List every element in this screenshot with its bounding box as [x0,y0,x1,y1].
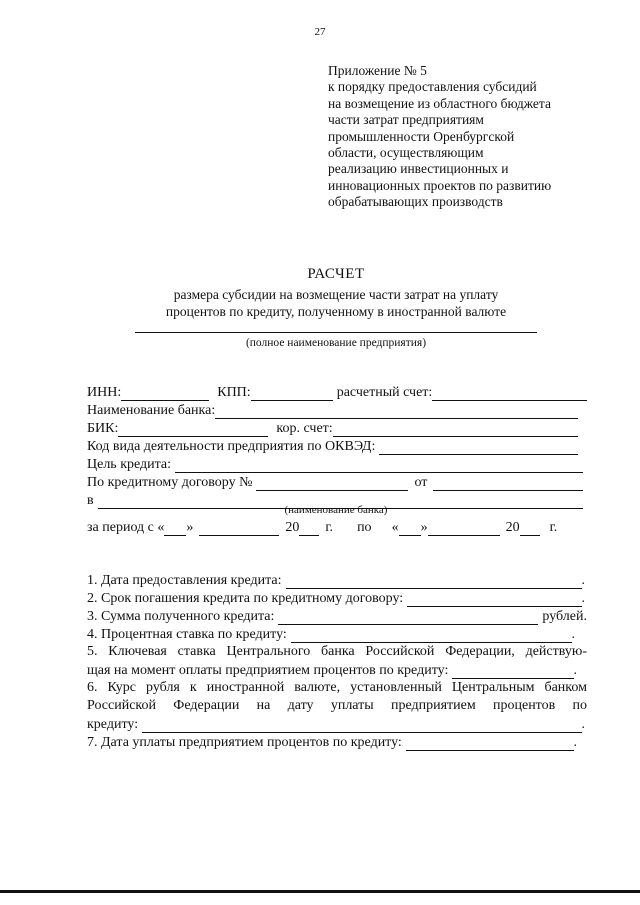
period-start-month-field[interactable] [199,523,279,536]
kpp-field[interactable] [251,388,333,401]
item-6-line-3: кредиту: [87,717,139,732]
okved-row [87,438,587,455]
purpose-row [87,456,587,473]
bank-in-label: в [87,493,94,508]
appendix-line: обрабатывающих производств [328,194,503,210]
bank-name-row [87,402,587,419]
bank-name-label: Наименование банка: [87,403,216,418]
bottom-border-line [0,890,640,893]
okved-label: Код вида деятельности предприятия по ОКВЭД: [87,439,376,454]
page-number: 27 [314,26,326,38]
document-subtitle [0,287,640,320]
item-7-field[interactable] [406,738,574,751]
inn-label: ИНН: [87,385,122,400]
item-2-field[interactable] [407,594,581,607]
purpose-field[interactable] [175,460,583,473]
item-2-label: 2. Срок погашения кредита по кредитному договору: [87,591,404,606]
bik-field[interactable] [118,424,268,437]
period-end-year-suffix: г. [549,520,558,535]
account-field[interactable] [432,388,587,401]
okved-field[interactable] [379,442,578,455]
appendix-line: к порядку предоставления субсидий [328,79,537,95]
company-name-caption: (полное наименование предприятия) [245,337,427,349]
item-2-row: 2. Срок погашения кредита по кредитному договору: . [87,591,585,606]
bank-name-field[interactable] [215,406,578,419]
period-end-year-field[interactable] [520,523,540,536]
appendix-line: на возмещение из областного бюджета [328,95,551,111]
item-1-row: 1. Дата предоставления кредита: . [87,573,585,588]
subtitle-line-1: размера субсидии на возмещение части затрат на уплату [173,287,499,302]
company-name-field[interactable] [135,332,537,333]
period-start-year-prefix: 20 [285,520,300,535]
appendix-line: части затрат предприятиям [328,112,484,128]
item-3-row [87,608,587,625]
item-6-line-2-row [87,698,587,715]
appendix-line: промышленности Оренбургской [328,128,515,144]
item-5-line-2-row: щая на момент оплаты предприятием процентов по кредиту: . [87,663,577,678]
item-3-field[interactable] [278,612,538,625]
item-4-label: 4. Процентная ставка по кредиту: [87,627,287,642]
period-start-year-field[interactable] [299,523,319,536]
item-6-line-1-row [87,680,587,697]
appendix-line: реализацию инвестиционных и [328,161,509,177]
bik-label: БИК: [87,421,119,436]
item-4-field[interactable] [291,630,572,643]
contract-date-field[interactable] [433,478,583,491]
appendix-line: инновационных проектов по развитию [328,177,552,193]
document-title: РАСЧЕТ [307,266,365,282]
item-1-label: 1. Дата предоставления кредита: [87,573,282,588]
period-quote-close: » [186,520,194,535]
contract-number-field[interactable] [256,478,408,491]
period-end-year-prefix: 20 [505,520,520,535]
item-6-line-1: 6. Курс рубля к иностранной валюте, установленный Центральным банком [87,680,587,695]
contract-label: По кредитному договору № [87,475,253,490]
item-6-line-3-row: кредиту: . [87,717,585,732]
purpose-label: Цель кредита: [87,457,172,472]
subtitle-line-2: процентов по кредиту, полученному в иностранной валюте [165,303,507,319]
item-1-field[interactable] [286,576,582,589]
item-7-row: 7. Дата уплаты предприятием процентов по кредиту: . [87,735,577,750]
bank-caption: (наименование банка) [284,504,388,516]
period-start-year-suffix: г. [325,520,334,535]
item-6-line-2: Российской Федерации на дату уплаты предприятием процентов по [87,698,587,713]
item-5-line-1: 5. Ключевая ставка Центрального банка Российской Федерации, действую- [87,644,587,659]
period-start-day-field[interactable] [164,523,186,536]
item-7-label: 7. Дата уплаты предприятием процентов по кредиту: [87,735,402,750]
account-label: расчетный счет: [336,385,433,400]
period-end-day-field[interactable] [399,523,421,536]
contract-from-label: от [414,475,428,490]
corr-account-field[interactable] [333,424,578,437]
period-quote-open-2: « [391,520,399,535]
period-to-label: по [357,520,372,535]
period-quote-close-2: » [420,520,428,535]
item-5-line-1-row [87,644,587,661]
item-5-line-2: щая на момент оплаты предприятием процентов по кредиту: [87,663,449,678]
appendix-line: Приложение № 5 [328,63,427,78]
contract-row [87,474,587,491]
period-row [87,519,587,536]
item-5-field[interactable] [452,666,573,679]
bik-row [87,420,587,437]
item-3-label: 3. Сумма полученного кредита: [87,609,275,624]
period-end-month-field[interactable] [428,523,500,536]
corr-account-label: кор. счет: [276,421,333,436]
appendix-line: области, осуществляющим [328,145,484,161]
item-4-row: 4. Процентная ставка по кредиту: . [87,627,575,642]
inn-field[interactable] [121,388,209,401]
kpp-label: КПП: [217,385,251,400]
item-3-unit: рублей. [542,609,587,624]
appendix-block [328,63,551,211]
item-6-field[interactable] [142,720,581,733]
period-label: за период с « [87,520,165,535]
inn-kpp-account-row [87,384,587,401]
